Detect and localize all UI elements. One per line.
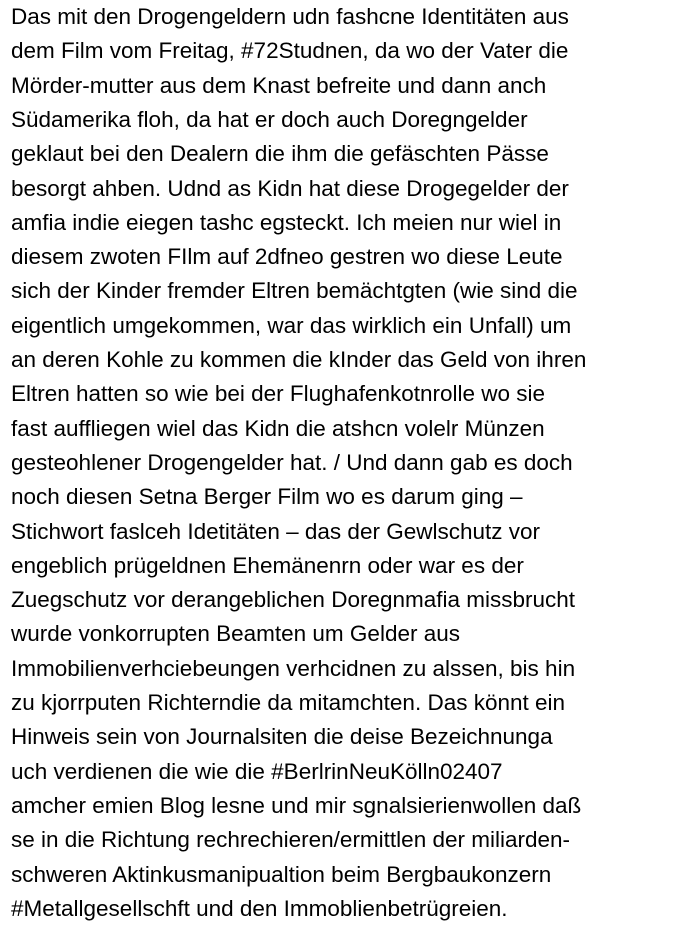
text-line: Hinweis sein von Journalsiten die deise Bezeichnunga [11, 724, 553, 750]
text-line: uch verdienen die wie die #BerlrinNeuKölln02407 [11, 758, 503, 784]
text-line: Eltren hatten so wie bei der Flughafenkotnrolle wo sie [11, 381, 546, 407]
text-line: amfia indie eiegen tashc egsteckt. Ich meien nur wiel in [11, 209, 562, 235]
text-line: diesem zwoten FIlm auf 2dfneo gestren wo diese Leute [11, 244, 563, 270]
text-line: schweren Aktinkusmanipualtion beim Bergbaukonzern [11, 861, 552, 887]
text-line: noch diesen Setna Berger Film wo es darum ging – [11, 484, 523, 510]
text-line: amcher emien Blog lesne und mir sgnalsierienwollen daß [11, 792, 582, 818]
text-line: se in die Richtung rechrechieren/ermittlen der miliarden- [11, 827, 571, 853]
text-line: Zuegschutz vor derangeblichen Doregnmafia missbrucht [11, 587, 576, 613]
text-line: eigentlich umgekommen, war das wirklich ein Unfall) um [11, 312, 572, 338]
text-line: Immobilienverhciebeungen verhcidnen zu alssen, bis hin [11, 655, 576, 681]
document-body [11, 0, 681, 940]
text-line: zu kjorrputen Richterndie da mitamchten. Das könnt ein [11, 690, 566, 715]
text-line: engeblich prügeldnen Ehemänenrn oder war es der [11, 552, 524, 578]
text-line: Südamerika floh, da hat er doch auch Doregngelder [11, 106, 528, 132]
text-line: Das mit den Drogengeldern udn fashcne Identitäten aus [11, 4, 569, 29]
text-line: besorgt ahben. Udnd as Kidn hat diese Drogegelder der [11, 175, 569, 201]
text-line: geklaut bei den Dealern die ihm die gefäschten Pässe [11, 141, 549, 167]
text-line: sich der Kinder fremder Eltren bemächtgten (wie sind die [11, 278, 578, 304]
text-line: Mörder-mutter aus dem Knast befreite und dann anch [11, 72, 547, 98]
text-line: dem Film vom Freitag, #72Studnen, da wo der Vater die [11, 38, 569, 64]
text-line: wurde vonkorrupten Beamten um Gelder aus [11, 621, 460, 647]
text-line: fast auffliegen wiel das Kidn die atshcn volelr Münzen [11, 415, 545, 441]
text-line: gesteohlener Drogengelder hat. / Und dann gab es doch [11, 449, 573, 475]
text-line: Stichwort faslceh Idetitäten – das der Gewlschutz vor [11, 518, 541, 544]
text-line: an deren Kohle zu kommen die kInder das Geld von ihren [11, 347, 587, 372]
text-line: #Metallgesellschft und den Immoblienbetrügreien. [11, 895, 508, 921]
